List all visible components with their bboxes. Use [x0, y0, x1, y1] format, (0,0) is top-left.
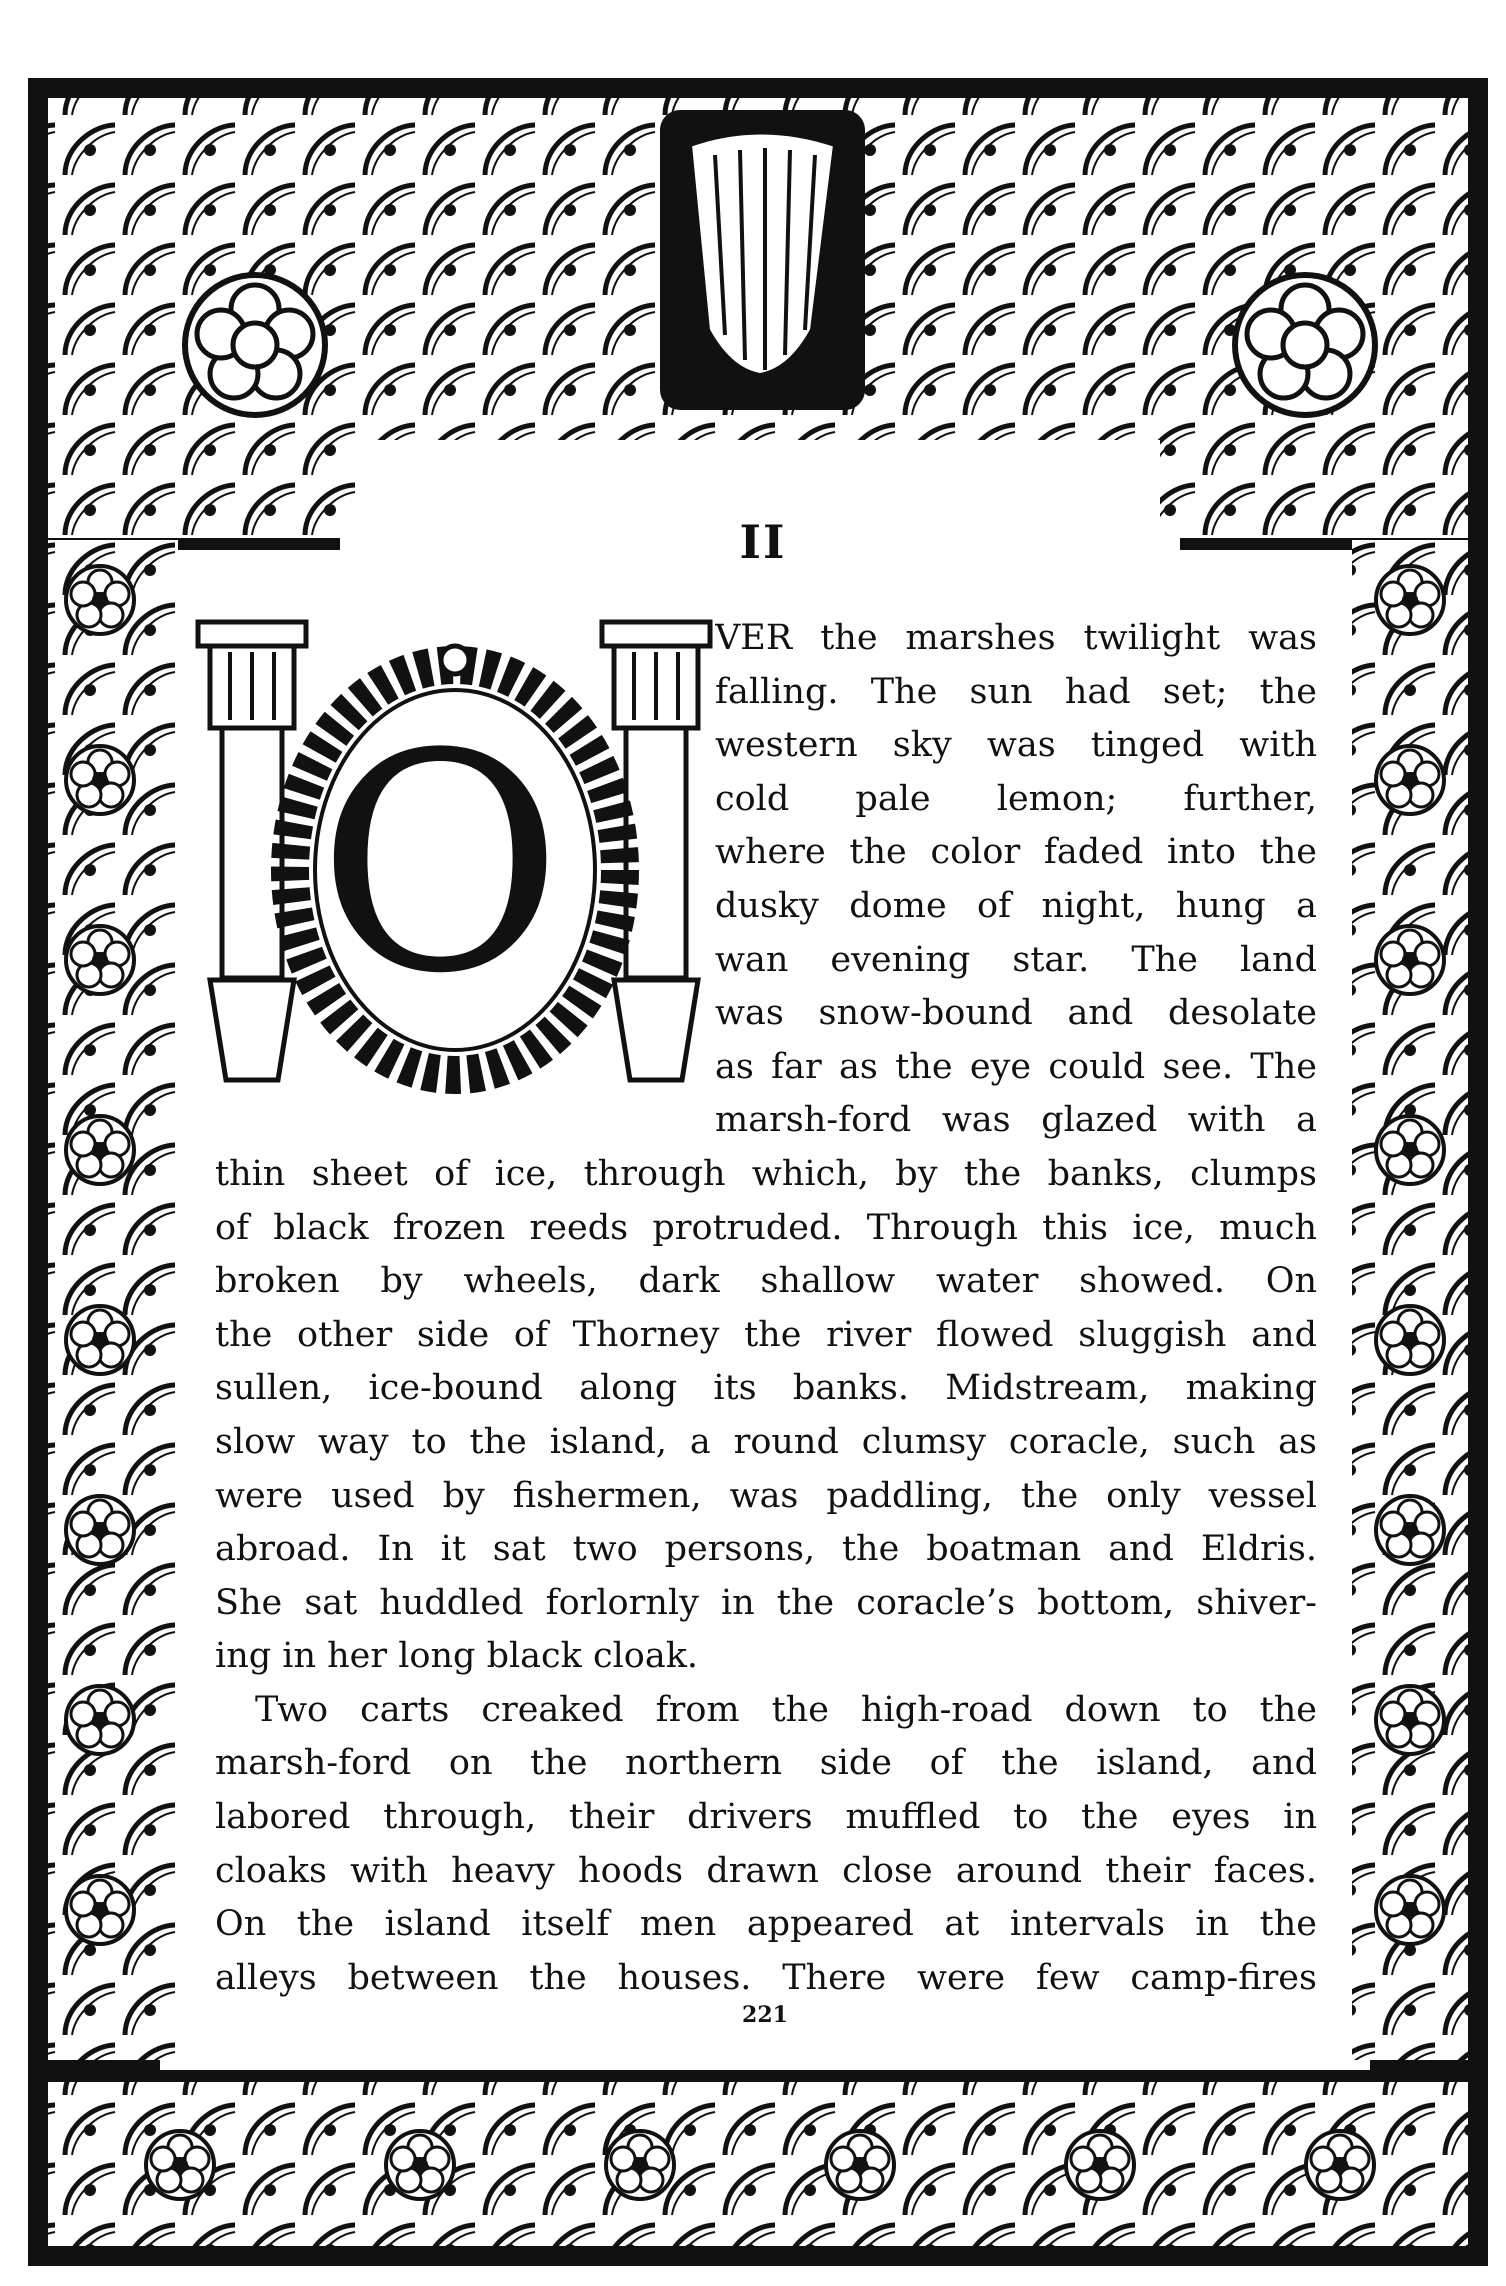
- text-line: of black frozen reeds protruded. Through this ice, much: [215, 1207, 1317, 1248]
- text-line: falling. The sun had set; the: [715, 671, 1317, 712]
- text-line: marsh-ford on the northern side of the island, and: [215, 1743, 1317, 1784]
- text-line: cloaks with heavy hoods drawn close around their faces.: [215, 1850, 1317, 1891]
- text-line: wan evening star. The land: [715, 939, 1317, 980]
- chapter-number: II: [739, 515, 787, 569]
- text-line: western sky was tinged with: [715, 725, 1317, 766]
- text-line: dusky dome of night, hung a: [715, 885, 1317, 926]
- text-line: broken by wheels, dark shallow water showed. On: [215, 1261, 1317, 1302]
- harp-icon: [660, 110, 865, 410]
- text-line: She sat huddled forlornly in the coracle’s bottom, shiver-: [215, 1582, 1317, 1623]
- text-line: alleys between the houses. There were few camp-fires: [215, 1957, 1317, 1998]
- text-line: sullen, ice-bound along its banks. Midstream, making: [215, 1368, 1317, 1409]
- text-line: was snow-bound and desolate: [715, 993, 1317, 1034]
- text-line: ing in her long black cloak.: [215, 1636, 699, 1677]
- text-line: thin sheet of ice, through which, by the banks, clumps: [215, 1153, 1317, 1194]
- initial-letter: O: [317, 690, 563, 1039]
- text-line: labored through, their drivers muffled to the eyes in: [215, 1797, 1317, 1838]
- text-line: VER the marshes twilight was: [715, 618, 1317, 658]
- text-line: abroad. In it sat two persons, the boatman and Eldris.: [215, 1529, 1317, 1570]
- chapter-text: [215, 612, 1317, 2005]
- text-line: cold pale lemon; further,: [715, 778, 1317, 819]
- text-line: as far as the eye could see. The: [715, 1046, 1317, 1087]
- text-line: slow way to the island, a round clumsy coracle, such as: [215, 1421, 1317, 1462]
- text-line: Two carts creaked from the high-road down to the: [255, 1689, 1317, 1730]
- page-number: 221: [742, 2002, 788, 2028]
- text-line: On the island itself men appeared at intervals in the: [215, 1904, 1317, 1945]
- text-line: where the color faded into the: [715, 832, 1317, 873]
- text-line: marsh-ford was glazed with a: [715, 1100, 1317, 1141]
- text-line: the other side of Thorney the river flowed sluggish and: [215, 1314, 1317, 1355]
- text-line: were used by fishermen, was paddling, the only vessel: [215, 1475, 1317, 1516]
